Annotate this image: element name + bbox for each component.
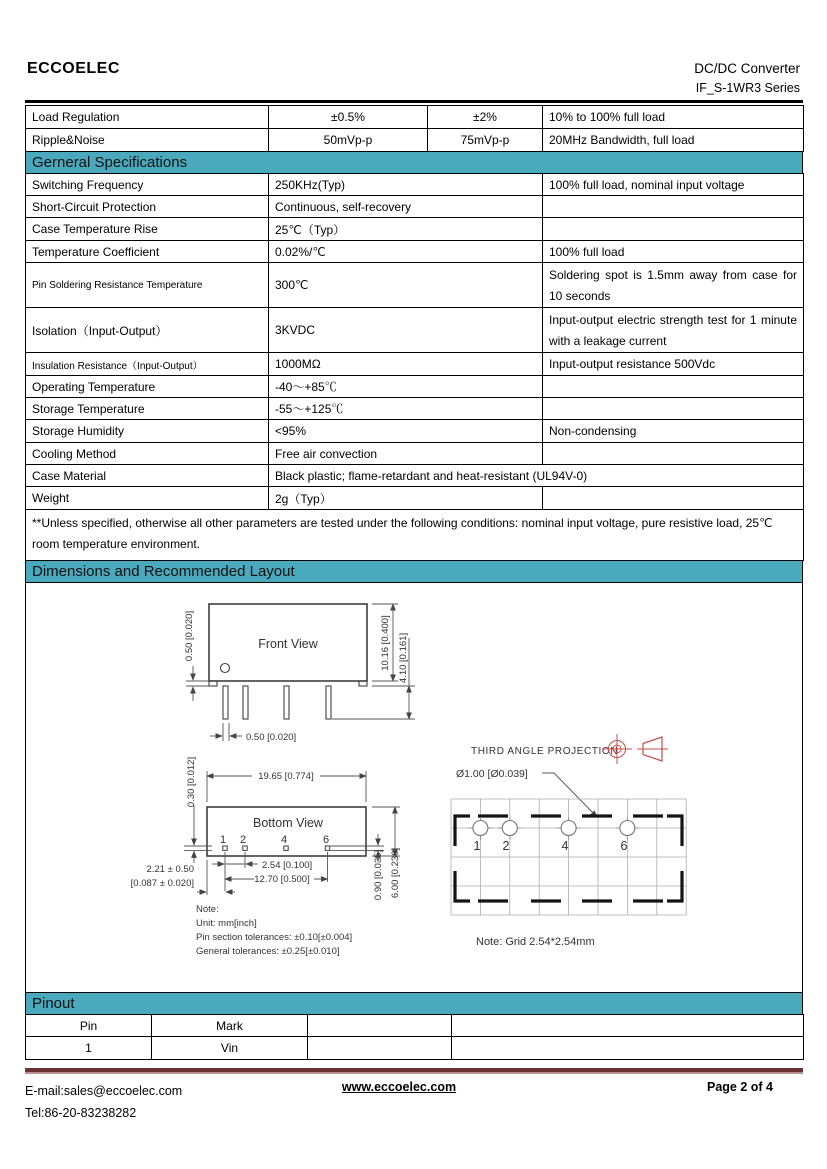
spec-param: Isolation（Input-Output） — [26, 308, 269, 353]
spec-param: Switching Frequency — [26, 174, 269, 196]
spec-condition — [543, 376, 804, 398]
bottom-pitch-dim: 2.54 [0.100] — [262, 860, 313, 871]
spec-condition: 10% to 100% full load — [543, 106, 804, 129]
table-row — [26, 308, 804, 353]
pinout-col-mark: Mark — [152, 1015, 308, 1037]
layout-pin-number: 2 — [502, 839, 510, 853]
table-row — [26, 263, 804, 308]
spec-value-max: ±2% — [428, 106, 543, 129]
layout-pin-number: 6 — [620, 839, 628, 853]
bottom-edge-dim-mm: 2.21 ± 0.50 — [146, 864, 194, 875]
front-pin-width-dim: 0.50 [0.020] — [246, 732, 297, 743]
dimensions-drawing-svg — [26, 583, 802, 992]
front-pin-length-dim: 4.10 [0.161] — [398, 632, 409, 684]
pin-number: 1 — [219, 834, 227, 846]
bottom-view-label: Bottom View — [253, 816, 323, 830]
pin — [284, 686, 289, 719]
hole-pin1 — [473, 821, 488, 836]
third-angle-projection-label: THIRD ANGLE PROJECTION — [471, 746, 619, 757]
page — [25, 0, 803, 1124]
bottom-offset-dim: 0.30 [0.012] — [186, 756, 197, 808]
spec-param: Storage Temperature — [26, 398, 269, 420]
table-row — [26, 420, 804, 443]
hole-pin6 — [620, 821, 635, 836]
pinout-cell — [308, 1037, 452, 1060]
spec-condition: Input-output resistance 500Vdc — [543, 353, 804, 376]
pin-number: 2 — [239, 834, 247, 846]
spec-param: Short-Circuit Protection — [26, 196, 269, 218]
spec-value: -40～+85℃ — [269, 376, 543, 398]
spec-condition: 100% full load, nominal input voltage — [543, 174, 804, 196]
spec-value: 3KVDC — [269, 308, 543, 353]
bottom-width-dim: 19.65 [0.774] — [258, 771, 314, 782]
section-header-pinout: Pinout — [25, 992, 803, 1015]
drawing-note-unit: Unit: mm[inch] — [196, 918, 257, 929]
table-row — [26, 376, 804, 398]
spec-param: Insulation Resistance（Input-Output） — [26, 353, 269, 376]
footer-rule — [25, 1068, 803, 1074]
spec-value: 2g（Typ） — [269, 487, 543, 510]
layout-pin-number: 1 — [473, 839, 481, 853]
spec-value: Black plastic; flame-retardant and heat-resistant (UL94V-0) — [269, 465, 804, 487]
pin — [326, 686, 331, 719]
table-row — [26, 129, 804, 152]
spec-param: Ripple&Noise — [26, 129, 269, 152]
spec-condition — [543, 487, 804, 510]
table-row — [26, 241, 804, 263]
series-title: IF_S-1WR3 Series — [695, 81, 800, 95]
pinout-col-3 — [308, 1015, 452, 1037]
table-row — [26, 465, 804, 487]
pinout-cell — [452, 1037, 804, 1060]
page-footer — [25, 1068, 803, 1124]
table-row — [26, 196, 804, 218]
layout-pin-number: 4 — [561, 839, 569, 853]
spec-condition: 100% full load — [543, 241, 804, 263]
table-row — [26, 218, 804, 241]
spec-value: -55～+125℃ — [269, 398, 543, 420]
spec-param: Cooling Method — [26, 443, 269, 465]
spec-param: Storage Humidity — [26, 420, 269, 443]
pinout-header-row — [26, 1015, 804, 1037]
third-angle-projection-icon — [602, 734, 668, 764]
hole-pin2 — [502, 821, 517, 836]
table-row — [26, 174, 804, 196]
spec-value: Free air convection — [269, 443, 543, 465]
table-row — [26, 510, 804, 561]
spec-condition: 20MHz Bandwidth, full load — [543, 129, 804, 152]
page-header — [25, 0, 803, 100]
pinout-col-pin: Pin — [26, 1015, 152, 1037]
table-row — [26, 398, 804, 420]
hole-diameter-dim: Ø1.00 [Ø0.039] — [456, 768, 528, 780]
general-spec-table — [25, 173, 804, 561]
drawing-note-title: Note: — [196, 904, 219, 915]
spec-param: Operating Temperature — [26, 376, 269, 398]
pin-number: 6 — [322, 834, 330, 846]
footer-email: E-mail:sales@eccoelec.com — [25, 1084, 183, 1098]
hole-pin4 — [561, 821, 576, 836]
bottom-body-dim: 6.00 [0.236] — [390, 847, 401, 899]
footer-contact — [25, 1080, 274, 1124]
spec-condition — [543, 196, 804, 218]
bottom-pin-square-dim: 0.90 [0.035] — [373, 849, 384, 901]
bottom-edge-dim-inch: [0.087 ± 0.020] — [130, 878, 194, 889]
spec-param: Case Temperature Rise — [26, 218, 269, 241]
spec-value-typ: 50mVp-p — [269, 129, 428, 152]
electrical-spec-table — [25, 105, 804, 152]
section-header-dimensions: Dimensions and Recommended Layout — [25, 560, 803, 583]
spec-condition — [543, 398, 804, 420]
dimensions-drawing — [25, 582, 803, 993]
spec-value: 0.02%/℃ — [269, 241, 543, 263]
pin — [243, 686, 248, 719]
hole-leader-line — [542, 773, 597, 817]
table-row — [26, 443, 804, 465]
spec-condition — [543, 443, 804, 465]
spec-condition: Non-condensing — [543, 420, 804, 443]
spec-value: 300℃ — [269, 263, 543, 308]
spec-param: Load Regulation — [26, 106, 269, 129]
front-height-dim: 10.16 [0.400] — [380, 615, 391, 671]
drawing-note-general-tolerance: General tolerances: ±0.25[±0.010] — [196, 946, 340, 957]
pin-number: 4 — [280, 834, 288, 846]
pin — [223, 686, 228, 719]
front-view-drawing — [209, 604, 367, 719]
bottom-view-drawing — [207, 807, 366, 856]
pinout-table — [25, 1014, 804, 1060]
product-title: DC/DC Converter — [694, 61, 800, 76]
pinout-pin-number: 1 — [26, 1037, 152, 1060]
spec-value-typ: ±0.5% — [269, 106, 428, 129]
spec-value-max: 75mVp-p — [428, 129, 543, 152]
spec-value: Continuous, self-recovery — [269, 196, 543, 218]
spec-value: 1000MΩ — [269, 353, 543, 376]
spec-param: Temperature Coefficient — [26, 241, 269, 263]
footer-page-number: Page 2 of 4 — [706, 1080, 773, 1094]
section-header-general-specifications: Gerneral Specifications — [25, 151, 803, 174]
spec-param: Weight — [26, 487, 269, 510]
footer-tel: Tel:86-20-83238282 — [25, 1106, 137, 1120]
footer-website-link[interactable]: www.eccoelec.com — [341, 1080, 457, 1094]
pinout-col-4 — [452, 1015, 804, 1037]
layout-holes — [469, 817, 639, 840]
front-view-label: Front View — [258, 637, 318, 651]
spec-value: 250KHz(Typ) — [269, 174, 543, 196]
table-row — [26, 487, 804, 510]
brand-logo: ECCOELEC — [27, 60, 120, 77]
table-row — [26, 106, 804, 129]
front-lip-dim: 0.50 [0.020] — [184, 610, 195, 662]
grid-note: Note: Grid 2.54*2.54mm — [476, 936, 595, 948]
spec-param: Pin Soldering Resistance Temperature — [26, 263, 269, 308]
spec-value: 25℃（Typ） — [269, 218, 543, 241]
pinout-row — [26, 1037, 804, 1060]
spec-condition: Soldering spot is 1.5mm away from case for 10 seconds — [543, 263, 804, 308]
spec-param: Case Material — [26, 465, 269, 487]
spec-condition — [543, 218, 804, 241]
test-conditions-footnote: **Unless specified, otherwise all other parameters are tested under the following conditions: nominal input voltage, pure resistive load, 25℃ room temperature environment. — [26, 510, 804, 561]
spec-condition: Input-output electric strength test for 1 minute with a leakage current — [543, 308, 804, 353]
bottom-span-dim: 12.70 [0.500] — [254, 874, 310, 885]
table-row — [26, 353, 804, 376]
drawing-note-pin-tolerance: Pin section tolerances: ±0.10[±0.004] — [196, 932, 353, 943]
pinout-pin-mark: Vin — [152, 1037, 308, 1060]
spec-value: <95% — [269, 420, 543, 443]
